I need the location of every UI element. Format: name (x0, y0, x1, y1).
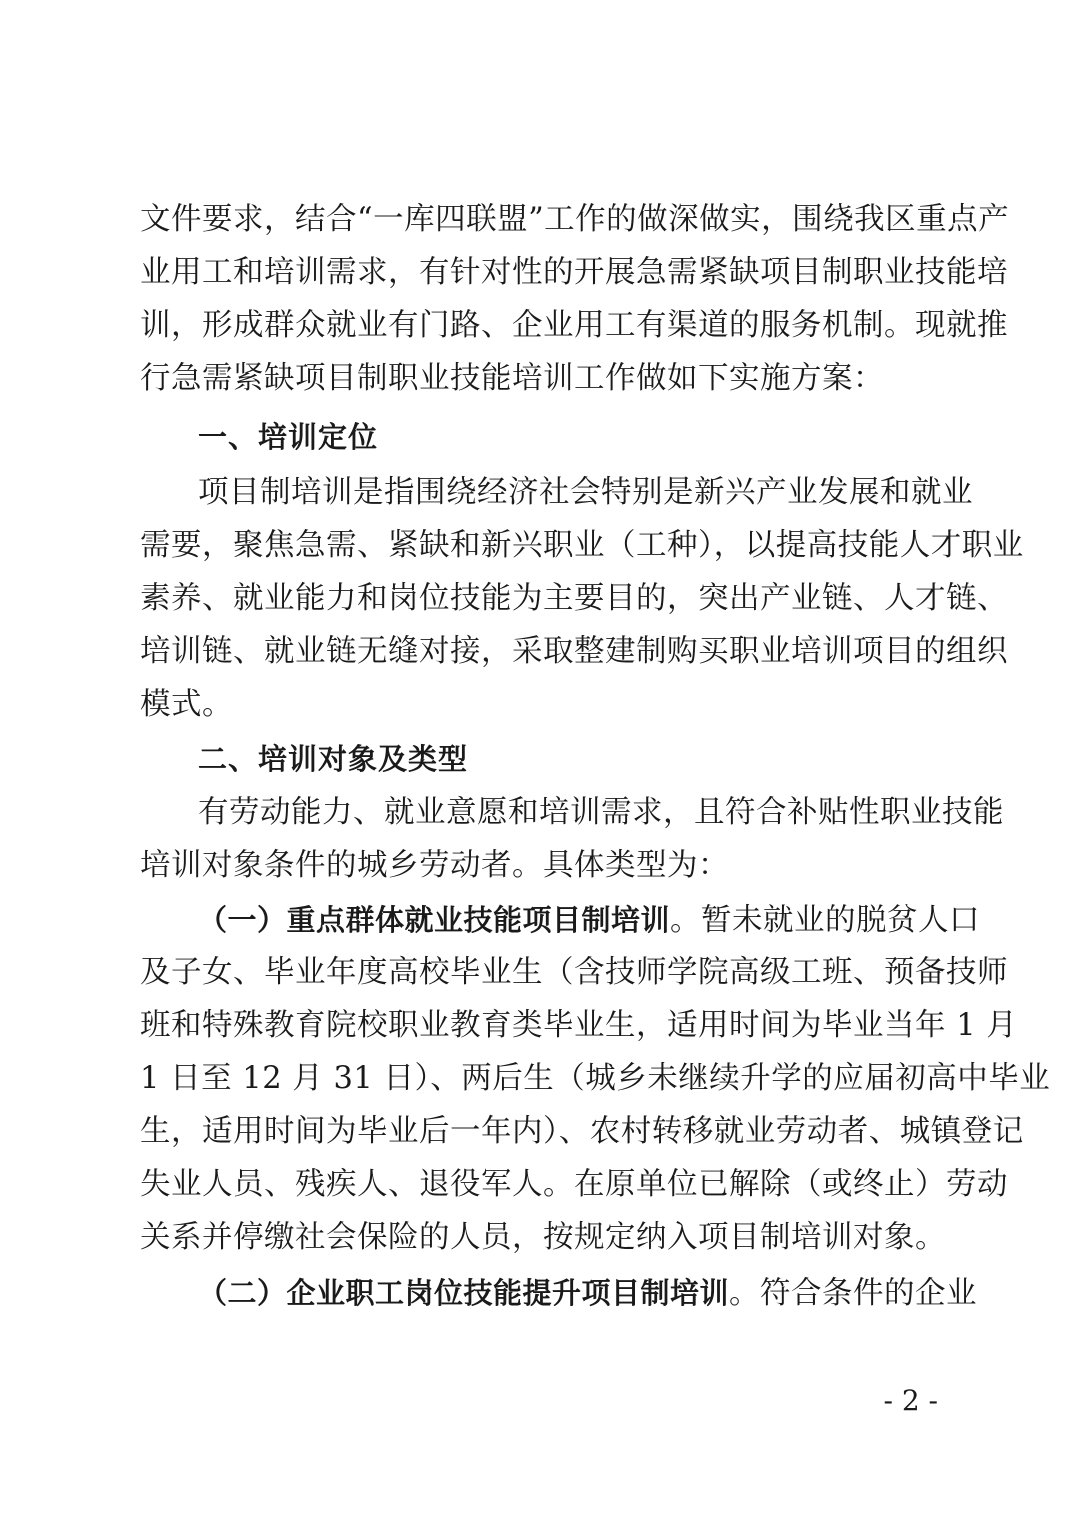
paragraph-2-line-2: 需要，聚焦急需、紧缺和新兴职业（工种），以提高技能人才职业 (140, 528, 1024, 563)
paragraph-4-line-3: 班和特殊教育院校职业教育类毕业生，适用时间为毕业当年 1 月 (140, 1008, 1018, 1043)
page-number: - 2 - (883, 1384, 938, 1417)
paragraph-4-line-7: 关系并停缴社会保险的人员，按规定纳入项目制培训对象。 (140, 1220, 946, 1255)
paragraph-4-line-1-rest: 。暂未就业的脱贫人口 (670, 903, 981, 938)
paragraph-1-line-4: 行急需紧缺项目制职业技能培训工作做如下实施方案： (140, 361, 884, 396)
paragraph-4-line-4: 1 日至 12 月 31 日）、两后生（城乡未继续升学的应届初高中毕业 (140, 1061, 1051, 1096)
paragraph-2-line-5: 模式。 (140, 687, 233, 722)
subsection-title-2: （二）企业职工岗位技能提升项目制培训 (198, 1276, 730, 1310)
paragraph-5-line-1 (198, 1275, 978, 1311)
section-heading-1: 一、培训定位 (198, 420, 379, 454)
paragraph-3-line-2: 培训对象条件的城乡劳动者。具体类型为： (140, 848, 729, 883)
paragraph-1-line-2: 业用工和培训需求，有针对性的开展急需紧缺项目制职业技能培 (140, 255, 1008, 290)
paragraph-2-line-3: 素养、就业能力和岗位技能为主要目的，突出产业链、人才链、 (140, 581, 1008, 616)
section-heading-2: 二、培训对象及类型 (198, 742, 469, 776)
subsection-title-1: （一）重点群体就业技能项目制培训 (198, 903, 671, 937)
paragraph-1-line-3: 训，形成群众就业有门路、企业用工有渠道的服务机制。现就推 (140, 308, 1008, 343)
paragraph-2-line-1: 项目制培训是指围绕经济社会特别是新兴产业发展和就业 (198, 475, 973, 510)
paragraph-4-line-1 (198, 902, 981, 938)
paragraph-1-line-1: 文件要求，结合“一库四联盟”工作的做深做实，围绕我区重点产 (140, 202, 1010, 237)
paragraph-4-line-2: 及子女、毕业年度高校毕业生（含技师学院高级工班、预备技师 (140, 955, 1008, 990)
paragraph-2-line-4: 培训链、就业链无缝对接，采取整建制购买职业培训项目的组织 (140, 634, 1008, 669)
paragraph-5-line-1-rest: 。符合条件的企业 (729, 1276, 978, 1311)
paragraph-4-line-5: 生，适用时间为毕业后一年内）、农村转移就业劳动者、城镇登记 (140, 1114, 1024, 1149)
paragraph-4-line-6: 失业人员、残疾人、退役军人。在原单位已解除（或终止）劳动 (140, 1167, 1008, 1202)
paragraph-3-line-1: 有劳动能力、就业意愿和培训需求，且符合补贴性职业技能 (198, 795, 1004, 830)
